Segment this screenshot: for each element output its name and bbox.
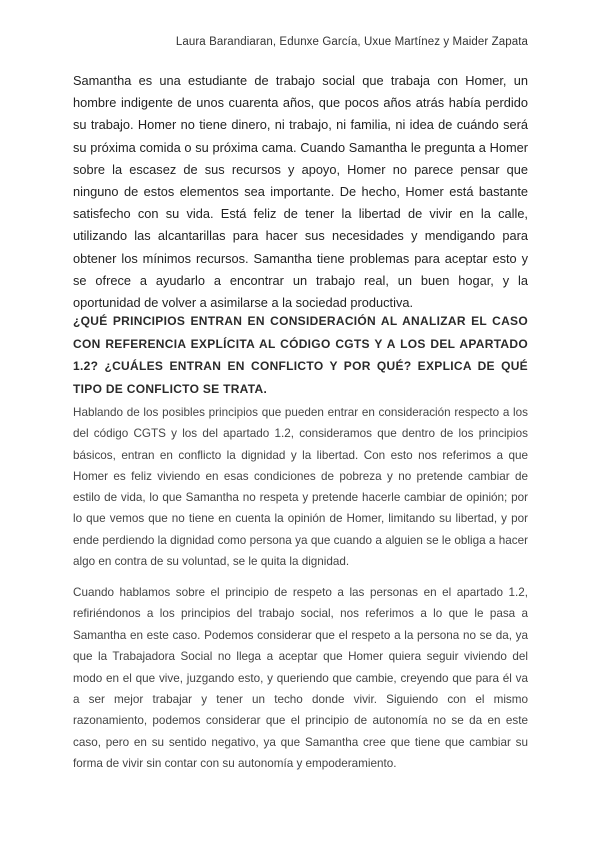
case-paragraph: Samantha es una estudiante de trabajo social que trabaja con Homer, un hombre indigente de unos cuarenta años, que pocos años atrás había perdido su trabajo. Homer no tiene dinero, ni trabajo, ni familia, ni idea de cuándo será su próxima comida o su próxima cama. Cuando Samantha le pregunta a Homer sobre la escasez de sus recursos y apoyo, Homer no parece pensar que ninguno de estos elementos sea importante. De hecho, Homer está bastante satisfecho con su vida. Está feliz de tener la libertad de vivir en la calle, utilizando las alcantarillas para hacer sus necesidades y mendigando para obtener los mínimos recursos. Samantha tiene problemas para aceptar esto y se ofrece a ayudarlo a encontrar un trabajo real, un buen hogar, y la oportunidad de volver a asimilarse a la sociedad productiva. (73, 73, 528, 311)
page-header-authors: Laura Barandiaran, Edunxe García, Uxue Martínez y Maider Zapata (175, 36, 528, 48)
answer-paragraph-2: Cuando hablamos sobre el principio de respeto a las personas en el apartado 1.2, refiriéndonos a los principios del trabajo social, nos referimos a lo que le pasa a Samantha en este caso. Podemos considerar que el respeto a la persona no se da, ya que la Trabajadora Social no llega a aceptar que Homer quiera seguir viviendo del modo en el que vive, juzgando esto, y queriendo que cambie, creyendo que para él va a ser mejor trabajar y tener un techo donde vivir. Siguiendo con el mismo razonamiento, podemos considerar que el principio de autonomía no se da en este caso, pero en su sentido negativo, ya que Samantha cree que tiene que cambiar su forma de vivir sin contar con su autonomía y empoderamiento. (73, 586, 528, 771)
answer-paragraph-1: Hablando de los posibles principios que pueden entrar en consideración respecto a los del código CGTS y los del apartado 1.2, consideramos que dentro de los principios básicos, entran en conflicto la dignidad y la libertad. Con esto nos referimos a que Homer es feliz viviendo en esas condiciones de pobreza y no pretende cambiar de estilo de vida, lo que Samantha no respeta y pretende hacerle cambiar de opinión; por lo que vemos que no tiene en cuenta la opinión de Homer, limitando su libertad, y por ende perdiendo la dignidad como persona ya que cuando a alguien se le obliga a hacer algo en contra de su voluntad, se le quita la dignidad. (73, 406, 528, 569)
question-heading: ¿QUÉ PRINCIPIOS ENTRAN EN CONSIDERACIÓN AL ANALIZAR EL CASO CON REFERENCIA EXPLÍCITA AL CÓDIGO CGTS Y A LOS DEL APARTADO 1.2? ¿CUÁLES ENTRAN EN CONFLICTO Y POR QUÉ? EXPLICA DE QUÉ TIPO DE CONFLICTO SE TRATA. (73, 314, 528, 396)
